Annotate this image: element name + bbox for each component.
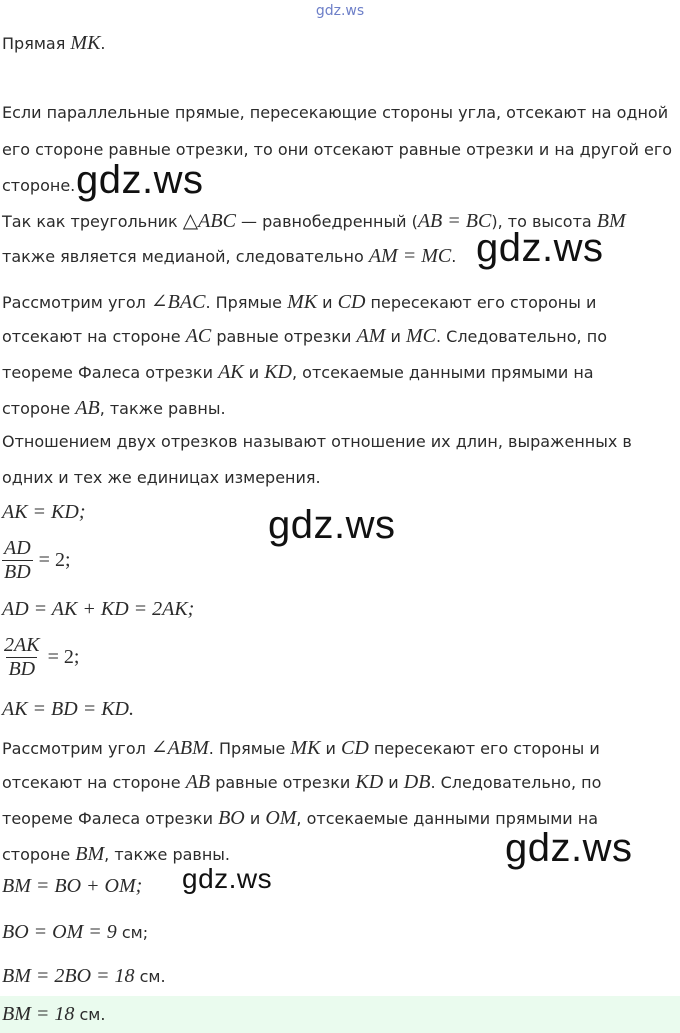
- math: DB: [403, 771, 431, 793]
- theorem-line-1: Если параллельные прямые, пересекающие стороны угла, отсекают на одной: [2, 103, 669, 122]
- math: CD: [340, 737, 369, 759]
- text: и: [383, 773, 404, 792]
- math: ∠BAC: [150, 291, 206, 313]
- para-line: [2, 397, 226, 420]
- math: MK: [290, 737, 321, 759]
- text: стороне: [2, 399, 76, 418]
- text: также является медианой, следовательно: [2, 247, 369, 266]
- equation: AD = AK + KD = 2AK;: [2, 598, 195, 620]
- text: равные отрезки: [210, 773, 356, 792]
- text: отсекают на стороне: [2, 773, 186, 792]
- text: .: [100, 34, 106, 53]
- text: и: [317, 293, 338, 312]
- text: , отсекаемые данными прямыми на: [292, 363, 594, 382]
- math: CD: [337, 291, 366, 313]
- text: Рассмотрим угол: [2, 293, 151, 312]
- watermark: gdz.ws: [268, 503, 396, 547]
- math: △ABC: [182, 210, 236, 232]
- text: отсекают на стороне: [2, 327, 186, 346]
- answer: [2, 1003, 105, 1026]
- equation: [2, 921, 148, 944]
- text: .: [451, 247, 457, 266]
- math: BM = 18: [2, 1003, 75, 1025]
- equation: [2, 965, 166, 988]
- text: ), то высота: [491, 212, 597, 231]
- unit: см.: [74, 1005, 106, 1024]
- para-line: [2, 325, 607, 348]
- text-line-1: [2, 32, 106, 55]
- watermark: gdz.ws: [182, 863, 273, 894]
- math: AB = BC: [417, 210, 492, 232]
- theorem-line-3: стороне.: [2, 176, 76, 195]
- text: , также равны.: [104, 845, 231, 864]
- math: BM: [596, 210, 626, 232]
- text: теореме Фалеса отрезки: [2, 363, 219, 382]
- equation: AK = KD;: [2, 501, 86, 523]
- math: BO = OM = 9: [2, 921, 117, 943]
- math: BM: [75, 843, 105, 865]
- denominator: BD: [4, 561, 31, 583]
- math: = 2;: [47, 646, 80, 668]
- definition-line-2: одних и тех же единицах измерения.: [2, 468, 321, 487]
- text: и: [320, 739, 341, 758]
- para-line: [2, 289, 596, 314]
- para-line: [2, 361, 594, 384]
- text: . Следовательно, по: [430, 773, 602, 792]
- math: BO: [218, 807, 245, 829]
- text: пересекают его стороны и: [368, 739, 600, 758]
- watermark: gdz.ws: [76, 158, 204, 202]
- text: — равнобедренный (: [235, 212, 418, 231]
- text: и: [243, 363, 265, 382]
- fraction-equation: [2, 634, 79, 681]
- numerator: AD: [4, 537, 31, 559]
- text: . Прямые: [208, 739, 291, 758]
- watermark: gdz.ws: [476, 226, 604, 270]
- math: AB: [75, 397, 100, 419]
- text: Так как треугольник: [2, 212, 183, 231]
- fraction-equation: [2, 537, 71, 584]
- equation: AK = BD = KD.: [2, 698, 134, 720]
- text: , отсекаемые данными прямыми на: [296, 809, 599, 828]
- definition-line-1: Отношением двух отрезков называют отношение их длин, выраженных в: [2, 432, 632, 451]
- text: теореме Фалеса отрезки: [2, 809, 219, 828]
- math: BM = 2BO = 18: [2, 965, 135, 987]
- numerator: 2AK: [4, 634, 40, 656]
- unit: см;: [116, 923, 149, 942]
- math: OM: [265, 807, 297, 829]
- unit: см.: [134, 967, 166, 986]
- denominator: BD: [8, 658, 36, 680]
- math: MK: [70, 32, 101, 54]
- text: и: [385, 327, 406, 346]
- para-line: [2, 771, 601, 794]
- math: KD: [355, 771, 384, 793]
- fraction: [2, 537, 33, 584]
- math: KD: [264, 361, 292, 383]
- text: и: [244, 809, 266, 828]
- math: AC: [185, 325, 212, 347]
- para-line: [2, 735, 600, 760]
- text: стороне: [2, 845, 76, 864]
- equation: BM = BO + OM;: [2, 875, 143, 897]
- watermark-top: gdz.ws: [315, 3, 365, 19]
- text: равные отрезки: [211, 327, 357, 346]
- para-line: [2, 245, 456, 268]
- math: ∠ABM: [150, 737, 209, 759]
- text: Прямая: [2, 34, 71, 53]
- text: пересекают его стороны и: [365, 293, 597, 312]
- fraction: [2, 634, 42, 681]
- theorem-line-2: его стороне равные отрезки, то они отсекают равные отрезки и на другой его: [2, 140, 673, 159]
- math: AM: [356, 325, 386, 347]
- math: AK: [218, 361, 244, 383]
- text: . Прямые: [205, 293, 288, 312]
- math: = 2;: [38, 549, 71, 571]
- math: MK: [287, 291, 318, 313]
- text: Рассмотрим угол: [2, 739, 151, 758]
- text: . Следовательно, по: [435, 327, 607, 346]
- watermark: gdz.ws: [505, 826, 633, 870]
- text: , также равны.: [99, 399, 226, 418]
- math: AM = MC: [368, 245, 452, 267]
- math: MC: [405, 325, 436, 347]
- math: AB: [185, 771, 211, 793]
